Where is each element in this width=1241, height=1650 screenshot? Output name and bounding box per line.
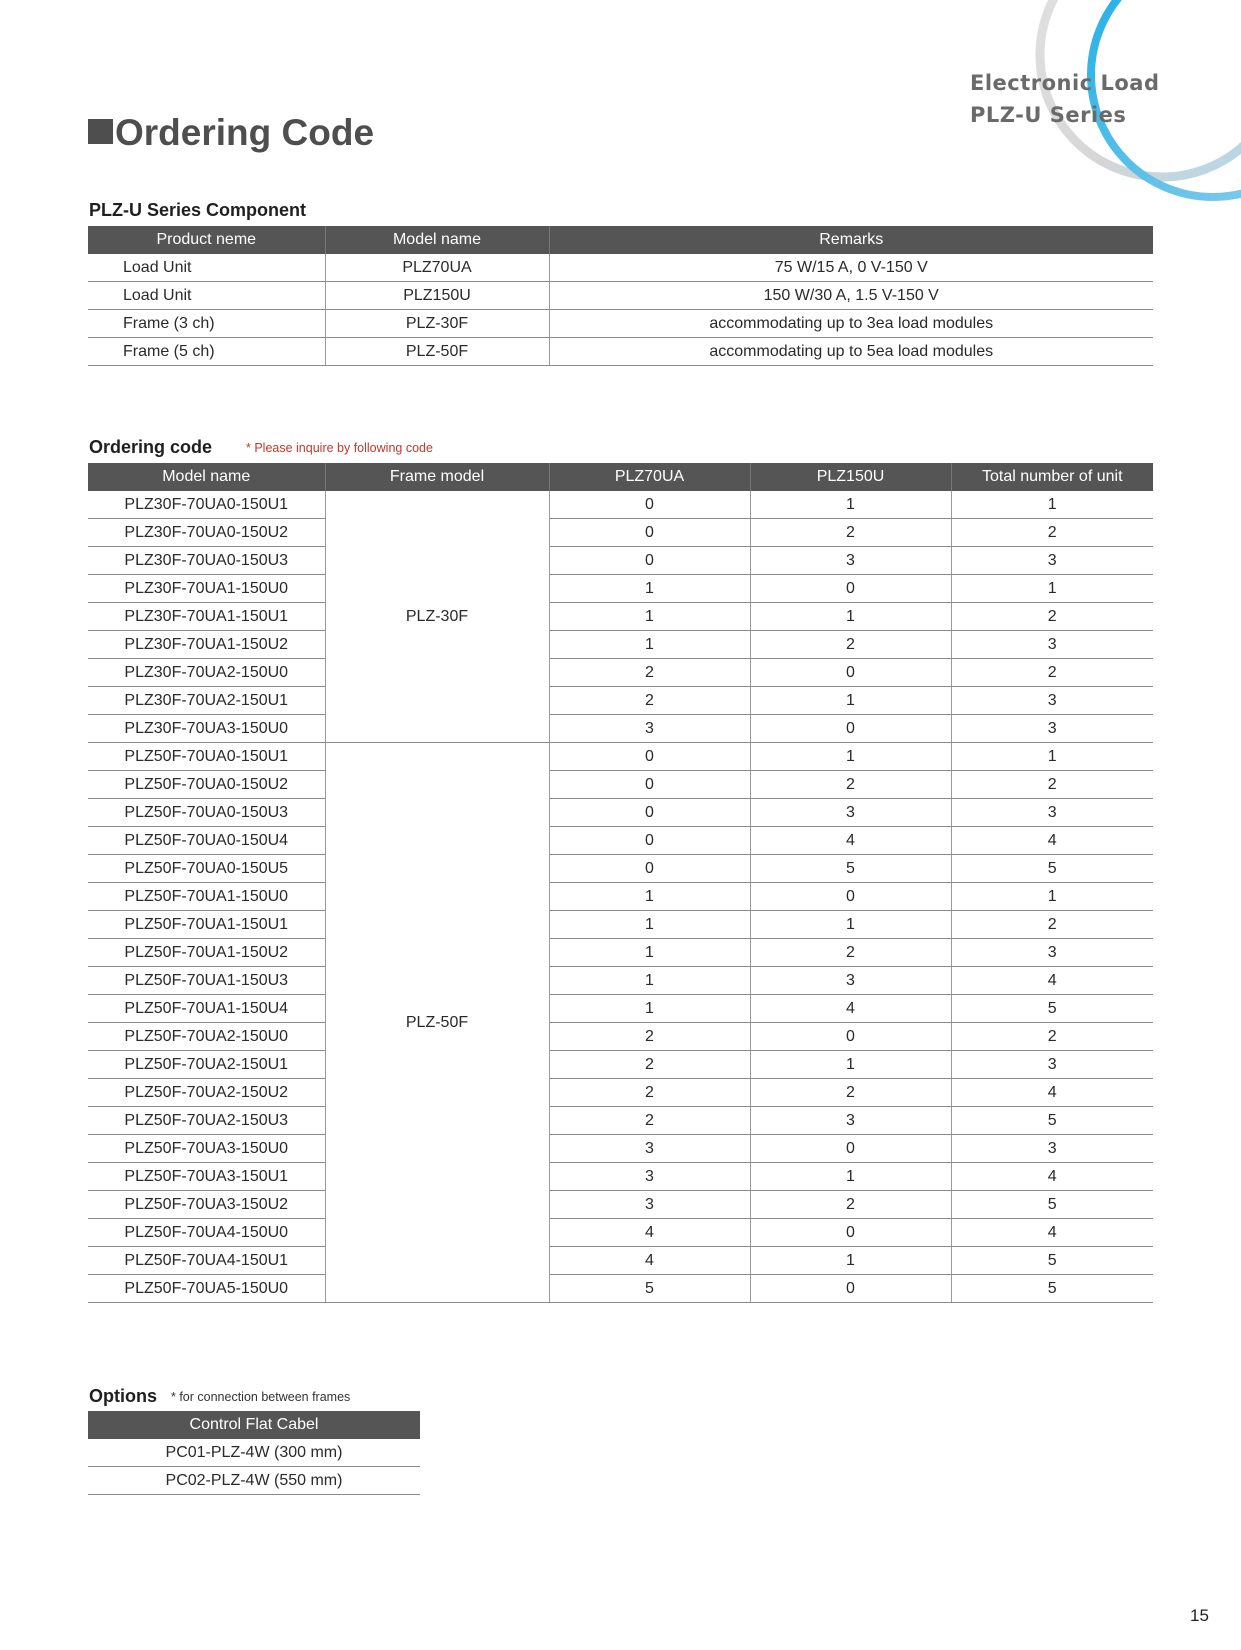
table-row — [88, 603, 1153, 631]
product-name-cell: Load Unit — [88, 254, 325, 282]
plz150u-count-cell: 0 — [750, 1135, 951, 1163]
model-name-cell: PLZ50F-70UA5-150U0 — [88, 1275, 325, 1303]
total-units-cell: 4 — [951, 967, 1153, 995]
total-units-cell: 3 — [951, 1051, 1153, 1079]
plz70ua-count-cell: 2 — [549, 1107, 750, 1135]
plz70ua-count-cell: 2 — [549, 1079, 750, 1107]
options-note: * for connection between frames — [171, 1390, 351, 1404]
model-name-cell: PLZ30F-70UA1-150U0 — [88, 575, 325, 603]
plz70ua-count-cell: 0 — [549, 491, 750, 519]
table-row — [88, 338, 1153, 366]
plz150u-count-cell: 1 — [750, 603, 951, 631]
table-row — [88, 771, 1153, 799]
table-row — [88, 1135, 1153, 1163]
table-row — [88, 1107, 1153, 1135]
plz150u-count-cell: 1 — [750, 1247, 951, 1275]
model-name-cell: PLZ30F-70UA0-150U3 — [88, 547, 325, 575]
plz150u-count-cell: 2 — [750, 1191, 951, 1219]
plz70ua-count-cell: 0 — [549, 771, 750, 799]
plz150u-count-cell: 3 — [750, 1107, 951, 1135]
plz70ua-count-cell: 1 — [549, 939, 750, 967]
plz70ua-count-cell: 0 — [549, 827, 750, 855]
total-units-cell: 4 — [951, 827, 1153, 855]
plz150u-count-cell: 1 — [750, 687, 951, 715]
plz70ua-count-cell: 0 — [549, 799, 750, 827]
total-units-cell: 1 — [951, 575, 1153, 603]
model-name-cell: PLZ50F-70UA2-150U2 — [88, 1079, 325, 1107]
model-name-cell: PLZ50F-70UA1-150U1 — [88, 911, 325, 939]
model-name-cell: PLZ50F-70UA2-150U3 — [88, 1107, 325, 1135]
total-units-cell: 5 — [951, 855, 1153, 883]
remarks-cell: 75 W/15 A, 0 V-150 V — [549, 254, 1153, 282]
plz150u-count-cell: 2 — [750, 631, 951, 659]
model-name-cell: PLZ-30F — [325, 310, 549, 338]
table-row — [88, 1163, 1153, 1191]
total-units-cell: 5 — [951, 1247, 1153, 1275]
remarks-cell: accommodating up to 3ea load modules — [549, 310, 1153, 338]
plz70ua-count-cell: 0 — [549, 547, 750, 575]
remarks-cell: 150 W/30 A, 1.5 V-150 V — [549, 282, 1153, 310]
model-name-cell: PLZ50F-70UA3-150U2 — [88, 1191, 325, 1219]
model-name-cell: PLZ30F-70UA1-150U2 — [88, 631, 325, 659]
table-row — [88, 282, 1153, 310]
model-name-cell: PLZ30F-70UA2-150U1 — [88, 687, 325, 715]
frame-model-cell: PLZ-30F — [325, 491, 549, 743]
plz150u-count-cell: 0 — [750, 715, 951, 743]
column-header: Total number of unit — [951, 463, 1153, 491]
model-name-cell: PLZ70UA — [325, 254, 549, 282]
table-row — [88, 1191, 1153, 1219]
plz70ua-count-cell: 0 — [549, 743, 750, 771]
brand-line-1: Electronic Load — [970, 71, 1160, 95]
model-name-cell: PLZ50F-70UA1-150U2 — [88, 939, 325, 967]
table-row — [88, 254, 1153, 282]
table-row — [88, 1079, 1153, 1107]
plz150u-count-cell: 1 — [750, 1051, 951, 1079]
model-name-cell: PLZ50F-70UA1-150U0 — [88, 883, 325, 911]
total-units-cell: 5 — [951, 1275, 1153, 1303]
total-units-cell: 4 — [951, 1079, 1153, 1107]
total-units-cell: 3 — [951, 631, 1153, 659]
total-units-cell: 3 — [951, 715, 1153, 743]
table-row — [88, 1467, 420, 1495]
model-name-cell: PLZ30F-70UA0-150U2 — [88, 519, 325, 547]
table-row — [88, 687, 1153, 715]
table-row — [88, 911, 1153, 939]
product-name-cell: Frame (5 ch) — [88, 338, 325, 366]
plz150u-count-cell: 2 — [750, 519, 951, 547]
plz150u-count-cell: 0 — [750, 883, 951, 911]
plz70ua-count-cell: 2 — [549, 659, 750, 687]
model-name-cell: PLZ50F-70UA4-150U1 — [88, 1247, 325, 1275]
table-row — [88, 575, 1153, 603]
model-name-cell: PLZ150U — [325, 282, 549, 310]
options-column-header: Control Flat Cabel — [88, 1411, 420, 1439]
total-units-cell: 3 — [951, 547, 1153, 575]
plz70ua-count-cell: 1 — [549, 575, 750, 603]
components-table — [88, 226, 1153, 366]
plz150u-count-cell: 0 — [750, 575, 951, 603]
table-row — [88, 743, 1153, 771]
table-row — [88, 939, 1153, 967]
model-name-cell: PLZ50F-70UA0-150U3 — [88, 799, 325, 827]
plz150u-count-cell: 5 — [750, 855, 951, 883]
plz70ua-count-cell: 2 — [549, 1023, 750, 1051]
page-number: 15 — [1190, 1606, 1209, 1625]
plz150u-count-cell: 4 — [750, 827, 951, 855]
total-units-cell: 3 — [951, 939, 1153, 967]
total-units-cell: 1 — [951, 883, 1153, 911]
plz150u-count-cell: 1 — [750, 911, 951, 939]
column-header: PLZ150U — [750, 463, 951, 491]
table-row — [88, 1247, 1153, 1275]
total-units-cell: 3 — [951, 1135, 1153, 1163]
table-row — [88, 1023, 1153, 1051]
plz70ua-count-cell: 1 — [549, 911, 750, 939]
ordering-table — [88, 463, 1153, 1303]
model-name-cell: PLZ50F-70UA3-150U0 — [88, 1135, 325, 1163]
plz150u-count-cell: 3 — [750, 799, 951, 827]
options-heading: Options — [89, 1386, 157, 1406]
model-name-cell: PLZ50F-70UA4-150U0 — [88, 1219, 325, 1247]
plz70ua-count-cell: 0 — [549, 519, 750, 547]
plz70ua-count-cell: 1 — [549, 631, 750, 659]
plz150u-count-cell: 1 — [750, 491, 951, 519]
plz150u-count-cell: 0 — [750, 1023, 951, 1051]
total-units-cell: 4 — [951, 1163, 1153, 1191]
table-row — [88, 967, 1153, 995]
plz150u-count-cell: 1 — [750, 743, 951, 771]
plz150u-count-cell: 2 — [750, 771, 951, 799]
model-name-cell: PLZ50F-70UA0-150U5 — [88, 855, 325, 883]
plz70ua-count-cell: 0 — [549, 855, 750, 883]
table-row — [88, 1439, 420, 1467]
column-header: Product neme — [88, 226, 325, 254]
total-units-cell: 2 — [951, 1023, 1153, 1051]
plz150u-count-cell: 3 — [750, 967, 951, 995]
total-units-cell: 5 — [951, 995, 1153, 1023]
plz70ua-count-cell: 2 — [549, 1051, 750, 1079]
plz70ua-count-cell: 4 — [549, 1247, 750, 1275]
page-title — [88, 112, 374, 154]
ordering-heading: Ordering code — [89, 437, 213, 457]
table-row — [88, 491, 1153, 519]
table-row — [88, 715, 1153, 743]
table-row — [88, 1219, 1153, 1247]
model-name-cell: PLZ50F-70UA1-150U3 — [88, 967, 325, 995]
model-name-cell: PLZ50F-70UA0-150U2 — [88, 771, 325, 799]
table-row — [88, 1275, 1153, 1303]
plz70ua-count-cell: 3 — [549, 715, 750, 743]
frame-model-cell: PLZ-50F — [325, 743, 549, 1303]
table-row — [88, 883, 1153, 911]
product-name-cell: Load Unit — [88, 282, 325, 310]
column-header: Model name — [325, 226, 549, 254]
table-row — [88, 855, 1153, 883]
total-units-cell: 2 — [951, 911, 1153, 939]
square-bullet-icon — [88, 119, 113, 144]
plz70ua-count-cell: 4 — [549, 1219, 750, 1247]
table-row — [88, 995, 1153, 1023]
ordering-note: * Please inquire by following code — [246, 441, 433, 455]
column-header: Remarks — [549, 226, 1153, 254]
total-units-cell: 5 — [951, 1107, 1153, 1135]
plz70ua-count-cell: 1 — [549, 883, 750, 911]
column-header: PLZ70UA — [549, 463, 750, 491]
total-units-cell: 1 — [951, 491, 1153, 519]
plz150u-count-cell: 3 — [750, 547, 951, 575]
plz70ua-count-cell: 5 — [549, 1275, 750, 1303]
model-name-cell: PLZ50F-70UA0-150U4 — [88, 827, 325, 855]
table-row — [88, 310, 1153, 338]
brand-line-2: PLZ-U Series — [970, 103, 1127, 127]
model-name-cell: PLZ-50F — [325, 338, 549, 366]
plz150u-count-cell: 0 — [750, 1275, 951, 1303]
model-name-cell: PLZ30F-70UA3-150U0 — [88, 715, 325, 743]
table-row — [88, 827, 1153, 855]
cable-model-cell: PC02-PLZ-4W (550 mm) — [88, 1467, 420, 1495]
product-name-cell: Frame (3 ch) — [88, 310, 325, 338]
options-table — [88, 1411, 420, 1495]
plz150u-count-cell: 0 — [750, 659, 951, 687]
model-name-cell: PLZ30F-70UA0-150U1 — [88, 491, 325, 519]
cable-model-cell: PC01-PLZ-4W (300 mm) — [88, 1439, 420, 1467]
table-row — [88, 519, 1153, 547]
remarks-cell: accommodating up to 5ea load modules — [549, 338, 1153, 366]
plz150u-count-cell: 2 — [750, 1079, 951, 1107]
total-units-cell: 2 — [951, 659, 1153, 687]
total-units-cell: 4 — [951, 1219, 1153, 1247]
total-units-cell: 2 — [951, 519, 1153, 547]
plz70ua-count-cell: 2 — [549, 687, 750, 715]
plz150u-count-cell: 0 — [750, 1219, 951, 1247]
table-row — [88, 799, 1153, 827]
plz150u-count-cell: 4 — [750, 995, 951, 1023]
model-name-cell: PLZ30F-70UA2-150U0 — [88, 659, 325, 687]
plz70ua-count-cell: 3 — [549, 1135, 750, 1163]
plz70ua-count-cell: 1 — [549, 603, 750, 631]
model-name-cell: PLZ30F-70UA1-150U1 — [88, 603, 325, 631]
total-units-cell: 2 — [951, 603, 1153, 631]
plz150u-count-cell: 2 — [750, 939, 951, 967]
model-name-cell: PLZ50F-70UA1-150U4 — [88, 995, 325, 1023]
components-heading: PLZ-U Series Component — [89, 200, 307, 220]
model-name-cell: PLZ50F-70UA0-150U1 — [88, 743, 325, 771]
total-units-cell: 3 — [951, 687, 1153, 715]
table-row — [88, 631, 1153, 659]
total-units-cell: 3 — [951, 799, 1153, 827]
plz150u-count-cell: 1 — [750, 1163, 951, 1191]
plz70ua-count-cell: 3 — [549, 1163, 750, 1191]
model-name-cell: PLZ50F-70UA2-150U0 — [88, 1023, 325, 1051]
plz70ua-count-cell: 3 — [549, 1191, 750, 1219]
total-units-cell: 5 — [951, 1191, 1153, 1219]
model-name-cell: PLZ50F-70UA3-150U1 — [88, 1163, 325, 1191]
table-row — [88, 547, 1153, 575]
model-name-cell: PLZ50F-70UA2-150U1 — [88, 1051, 325, 1079]
total-units-cell: 2 — [951, 771, 1153, 799]
total-units-cell: 1 — [951, 743, 1153, 771]
table-row — [88, 1051, 1153, 1079]
column-header: Model name — [88, 463, 325, 491]
column-header: Frame model — [325, 463, 549, 491]
plz70ua-count-cell: 1 — [549, 995, 750, 1023]
plz70ua-count-cell: 1 — [549, 967, 750, 995]
page-title-text: Ordering Code — [115, 112, 375, 153]
table-row — [88, 659, 1153, 687]
